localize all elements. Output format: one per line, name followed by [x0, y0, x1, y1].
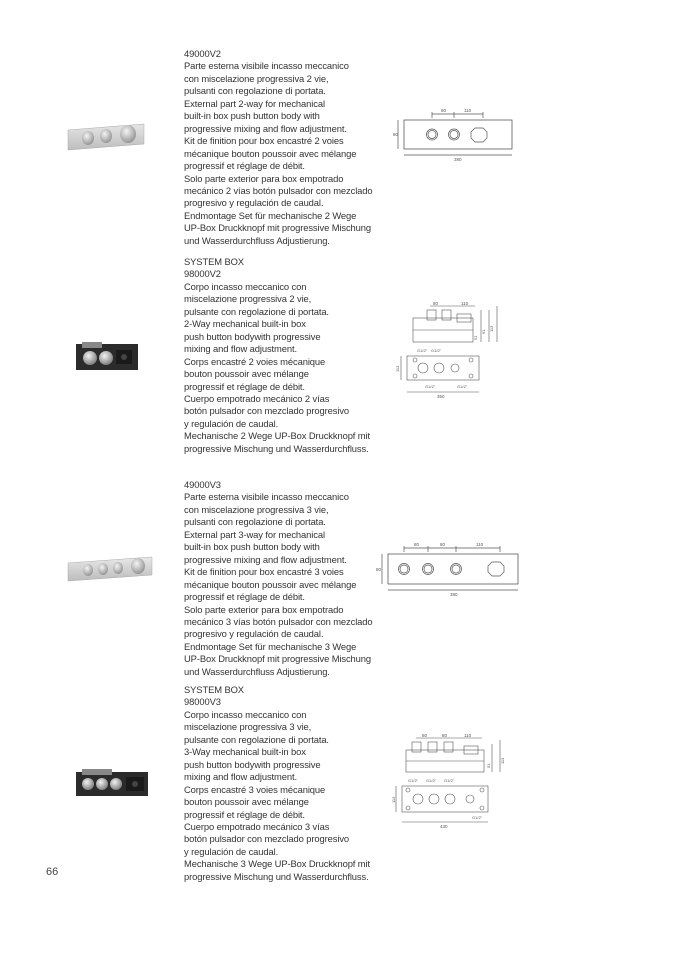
dim-d2: 110	[461, 301, 469, 306]
text-line: progressif et réglage de débit.	[184, 808, 305, 820]
dim-w: 350	[437, 394, 445, 399]
text-line: progressive mixing and flow adjustment.	[184, 122, 347, 134]
text-line: progressive Mischung und Wasserdurchfluss.	[184, 442, 369, 454]
text-line: progressif et réglage de débit.	[184, 160, 305, 172]
dim-hb: 113	[395, 365, 400, 372]
text-line: Parte esterna visibile incasso meccanico	[184, 60, 349, 72]
dim-h3: 113	[489, 325, 494, 332]
text-line: y regulación de caudal.	[184, 845, 279, 857]
dim-d2: 110	[464, 108, 472, 113]
text-line: 49000V3	[184, 479, 221, 490]
text-line: SYSTEM BOX	[184, 684, 244, 695]
text-line: Kit de finition pour box encastré 3 voies	[184, 566, 344, 578]
dim-g2: G1/2"	[426, 778, 437, 783]
product-49000V2-photo	[66, 120, 146, 157]
text-line: Mechanische 3 Wege UP-Box Druckknopf mit	[184, 858, 371, 870]
dim-width: 380	[450, 592, 458, 597]
text-line: External part 2-way for mechanical	[184, 97, 325, 109]
dim-h2: 113	[500, 757, 505, 764]
product-98000V3-technical-drawing	[392, 730, 512, 835]
text-line: built-in box push button body with	[184, 110, 320, 122]
dim-w: 430	[440, 824, 448, 829]
text-line: progressif et réglage de débit.	[184, 380, 305, 392]
text-line: miscelazione progressiva 2 vie,	[184, 293, 312, 305]
dim-h2: 91	[481, 329, 486, 334]
dim-d3: 110	[476, 542, 484, 547]
product-49000V3-description	[184, 479, 384, 678]
text-line: und Wasserdurchfluss Adjustierung.	[184, 665, 330, 677]
text-line: 49000V2	[184, 48, 221, 59]
text-line: bouton poussoir avec mélange	[184, 368, 309, 380]
text-line: UP-Box Druckknopf mit progressive Mischung	[184, 222, 372, 234]
text-line: Endmontage Set für mechanische 2 Wege	[184, 209, 357, 221]
page-number: 66	[46, 866, 59, 878]
text-line: mécanique bouton poussoir avec mélange	[184, 147, 357, 159]
text-line: mixing and flow adjustment.	[184, 343, 297, 355]
text-line: 98000V2	[184, 268, 221, 280]
dim-g2: G1/2"	[431, 348, 442, 353]
product-49000V3-photo	[66, 553, 154, 588]
dim-d3: 110	[464, 733, 472, 738]
text-line: pulsanti con regolazione di portata.	[184, 516, 326, 528]
text-line: bouton poussoir avec mélange	[184, 796, 309, 808]
text-line: progressif et réglage de débit.	[184, 591, 305, 603]
text-line: mécanique bouton poussoir avec mélange	[184, 578, 357, 590]
text-line: con miscelazione progressiva 3 vie,	[184, 503, 329, 515]
product-49000V2-description	[184, 48, 384, 247]
text-line: Solo parte exterior para box empotrado	[184, 603, 344, 615]
dim-d1: 80	[422, 733, 428, 738]
text-line: Corps encastré 3 voies mécanique	[184, 783, 326, 795]
text-line: UP-Box Druckknopf mit progressive Mischung	[184, 653, 372, 665]
product-49000V2-technical-drawing	[390, 104, 520, 167]
text-line: y regulación de caudal.	[184, 417, 279, 429]
text-line: Corpo incasso meccanico con	[184, 708, 307, 720]
text-line: pulsanti con regolazione di portata.	[184, 85, 326, 97]
text-line: Cuerpo empotrado mecánico 3 vías	[184, 820, 330, 832]
text-line: 98000V3	[184, 696, 221, 708]
text-line: built-in box push button body with	[184, 541, 320, 553]
text-line: Cuerpo empotrado mecánico 2 vías	[184, 392, 330, 404]
product-49000V3-technical-drawing	[374, 538, 524, 603]
dim-g1: G1/2"	[408, 778, 419, 783]
text-line: Kit de finition pour box encastré 2 voies	[184, 135, 344, 147]
dim-g1: G1/2"	[417, 348, 428, 353]
dim-width: 380	[454, 157, 462, 162]
text-line: push button bodywith progressive	[184, 758, 321, 770]
dim-g3: G1/2"	[444, 778, 455, 783]
text-line: 3-Way mechanical built-in box	[184, 746, 306, 758]
text-line: Solo parte exterior para box empotrado	[184, 172, 344, 184]
text-line: mixing and flow adjustment.	[184, 771, 297, 783]
product-98000V2-description	[184, 256, 384, 455]
text-line: pulsante con regolazione di portata.	[184, 733, 329, 745]
text-line: pulsante con regolazione di portata.	[184, 305, 329, 317]
text-line: botón pulsador con mezclado progresivo	[184, 833, 350, 845]
text-line: botón pulsador con mezclado progresivo	[184, 405, 350, 417]
text-line: mecánico 3 vías botón pulsador con mezclado	[184, 615, 373, 627]
text-line: con miscelazione progressiva 2 vie,	[184, 72, 329, 84]
dim-g3: G1/2"	[425, 384, 436, 389]
text-line: Corps encastré 2 voies mécanique	[184, 355, 326, 367]
dim-g4: G1/2"	[472, 815, 483, 820]
text-line: External part 3-way for mechanical	[184, 528, 325, 540]
dim-hb: 113	[391, 796, 396, 803]
text-line: progresivo y regulación de caudal.	[184, 628, 324, 640]
product-98000V2-technical-drawing	[395, 300, 505, 405]
text-line: Endmontage Set für mechanische 3 Wege	[184, 640, 357, 652]
dim-d2: 80	[440, 542, 446, 547]
text-line: SYSTEM BOX	[184, 256, 244, 267]
text-line: und Wasserdurchfluss Adjustierung.	[184, 234, 330, 246]
text-line: miscelazione progressiva 3 vie,	[184, 721, 312, 733]
text-line: Parte esterna visibile incasso meccanico	[184, 491, 349, 503]
product-98000V3-description	[184, 684, 384, 883]
text-line: push button bodywith progressive	[184, 330, 321, 342]
product-98000V3-photo	[74, 768, 150, 803]
text-line: Corpo incasso meccanico con	[184, 280, 307, 292]
dim-h1: 51	[486, 763, 491, 768]
dim-d1: 80	[414, 542, 420, 547]
text-line: progressive Mischung und Wasserdurchfluss.	[184, 870, 369, 882]
text-line: progresivo y regulación de caudal.	[184, 197, 324, 209]
dim-h1: 51	[473, 335, 478, 340]
text-line: progressive mixing and flow adjustment.	[184, 553, 347, 565]
dim-d1: 80	[433, 301, 439, 306]
dim-d2: 80	[442, 733, 448, 738]
text-line: 2-Way mechanical built-in box	[184, 318, 306, 330]
text-line: Mechanische 2 Wege UP-Box Druckknopf mit	[184, 430, 371, 442]
dim-height: 80	[376, 567, 382, 572]
dim-g4: G1/2"	[457, 384, 468, 389]
dim-d1: 80	[441, 108, 447, 113]
dim-height: 80	[393, 132, 399, 137]
product-98000V2-photo	[74, 340, 138, 377]
text-line: mecánico 2 vías botón pulsador con mezclado	[184, 184, 373, 196]
